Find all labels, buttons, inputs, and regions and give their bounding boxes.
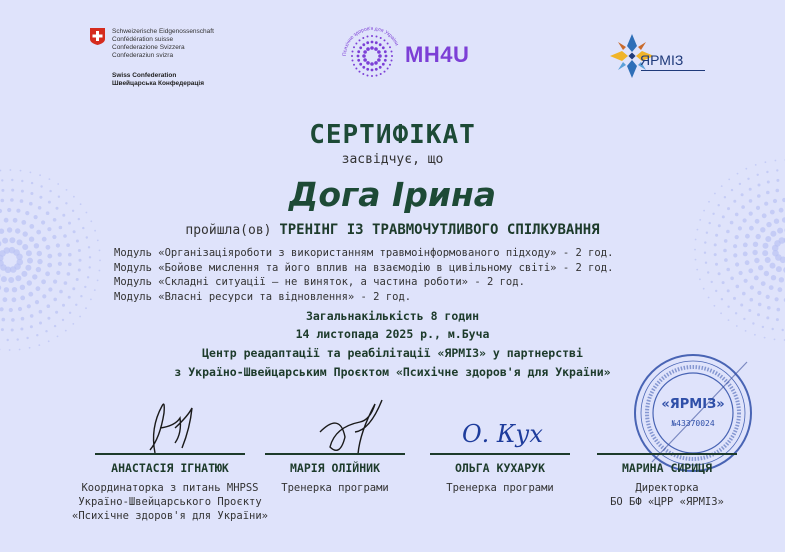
yarmiz-underline [641, 70, 705, 71]
stamp-number: №43370024 [671, 419, 715, 428]
role-line: Тренерка програми [446, 482, 554, 494]
signatory-1 [70, 453, 270, 523]
swiss-line: Confédération suisse [112, 36, 174, 43]
passed-prefix: пройшла(ов) [185, 223, 272, 238]
swiss-lines [112, 28, 214, 60]
mh4u-logo-icon [340, 24, 404, 88]
signature-line [597, 453, 737, 455]
signatory-name: ОЛЬГА КУХАРУК [454, 461, 545, 475]
role-line: Координаторка з питань MHPSS [81, 482, 259, 494]
signatory-name: МАРИНА СИРИЦЯ [621, 461, 712, 475]
mh4u-logo-text: MH4U [405, 42, 470, 67]
organization-line-1: Центр реадаптації та реабілітації «ЯРМІЗ» у партнерстві [202, 346, 583, 360]
signature-ignatiuk [120, 398, 210, 458]
signature-kukharuk: О. Кух [462, 420, 543, 448]
stamp-center-text: «ЯРМІЗ» [661, 397, 725, 412]
swiss-line: Confederazione Svizzera [112, 44, 185, 51]
modules-list [114, 246, 613, 304]
signatory-role [430, 481, 570, 495]
signatory-name: АНАСТАСІЯ ІГНАТЮК [111, 461, 229, 475]
signatory-role [70, 481, 270, 523]
swiss-conf-line: Швейцарська Конфедерація [112, 80, 204, 87]
organization-line-2: з Україно-Швейцарським Проєктом «Психічне здоров'я для України» [174, 365, 611, 379]
signatory-2 [260, 453, 410, 495]
signatory-4 [592, 453, 742, 509]
signatory-3 [430, 453, 570, 495]
yarmiz-logo-text: ЯРМІЗ [640, 52, 684, 68]
swiss-conf-line: Swiss Confederation [112, 72, 177, 79]
certificate-subtitle: засвідчує, що [341, 152, 444, 167]
signature-oliinyk [300, 392, 390, 462]
signatory-role [260, 481, 410, 495]
role-line: БО БФ «ЦРР «ЯРМІЗ» [610, 496, 724, 508]
signature-line [265, 453, 405, 455]
swiss-line: Confederaziun svizra [112, 52, 174, 59]
passed-line [0, 222, 785, 238]
module-item: Модуль «Власні ресурси та відновлення» - 2 год. [114, 290, 412, 303]
signatory-name: МАРІЯ ОЛІЙНИК [289, 461, 380, 475]
signatory-role [592, 481, 742, 509]
certificate-title: СЕРТИФІКАТ [309, 120, 476, 150]
module-item: Модуль «Організаціяроботи з використанням травмоінформованого підходу» - 2 год. [114, 247, 614, 259]
recipient-name: Дога Ірина [288, 175, 497, 214]
module-item: Модуль «Бойове мислення та його вплив на взаємодію в цивільному світі» - 2 год. [114, 261, 614, 274]
signature-line [95, 453, 245, 455]
role-line: Директорка [635, 482, 699, 494]
total-hours: Загальнакількість 8 годин [305, 309, 480, 323]
date-place: 14 листопада 2025 р., м.Буча [295, 327, 490, 341]
swiss-confederation-label [112, 72, 204, 88]
module-item: Модуль «Складні ситуації – не виняток, а частина роботи» - 2 год. [114, 276, 525, 288]
signature-line [430, 453, 570, 455]
role-line: «Психічне здоров'я для України» [72, 510, 268, 522]
mh4u-ring-text: Психічне здоров'я для України [341, 25, 400, 57]
role-line: Тренерка програми [281, 482, 389, 494]
role-line: Україно-Швейцарського Проєкту [78, 496, 262, 508]
training-title: ТРЕНІНГ ІЗ ТРАВМОЧУТЛИВОГО СПІЛКУВАННЯ [279, 222, 600, 238]
swiss-line: Schweizerische Eidgenossenschaft [112, 28, 214, 35]
swiss-flag-icon [90, 28, 105, 45]
